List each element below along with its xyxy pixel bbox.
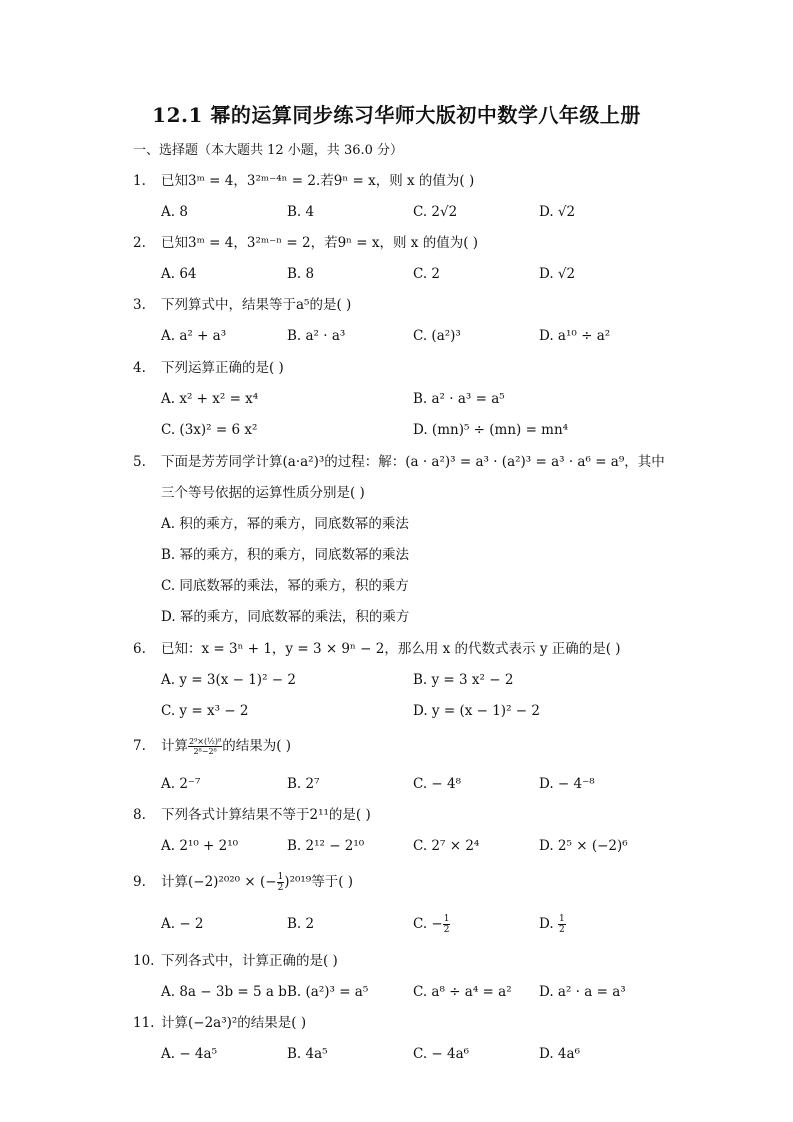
option-b: B. 2: [287, 916, 315, 932]
fraction-denominator: 2: [443, 925, 450, 935]
question-number: 9.: [133, 874, 146, 890]
option-b: B. a² · a³ = a⁵: [413, 391, 505, 407]
fraction-denominator: 2: [558, 925, 565, 935]
question-5: [133, 452, 693, 472]
fraction: [558, 914, 566, 935]
fraction-denominator: 2: [277, 883, 284, 893]
question-9: [133, 872, 693, 893]
question-stem: 下面是芳芳同学计算(a·a²)³的过程：解：(a · a²)³ = a³ · (a²)³ = a³ · a⁶ = a⁹，其中: [161, 454, 665, 470]
option-c: [413, 914, 450, 935]
option-label: C. −: [413, 916, 443, 932]
question-stem: 已知：x = 3ⁿ + 1，y = 3 × 9ⁿ − 2，那么用 x 的代数式表示 y 正确的是( ): [161, 641, 621, 657]
question-8: [133, 805, 693, 825]
question-stem-prefix: 计算(−2)²⁰²⁰ × (−: [161, 874, 277, 890]
fraction-numerator: 1: [443, 914, 450, 924]
fraction-numerator: 1: [558, 914, 565, 924]
option-d: D. − 4⁻⁸: [539, 776, 595, 792]
question-number: 6.: [133, 641, 146, 657]
option-a: A. 积的乘方，幂的乘方，同底数幂的乘法: [161, 516, 409, 532]
question-number: 2.: [133, 235, 146, 251]
option-a: A. 64: [161, 266, 197, 282]
option-label: D.: [539, 916, 558, 932]
question-number: 10.: [133, 953, 155, 969]
option-c: C. (3x)² = 6 x²: [161, 422, 258, 438]
question-number: 1.: [133, 173, 146, 189]
option-b: B. 2⁷: [287, 776, 320, 792]
question-number: 8.: [133, 807, 146, 823]
option-a: A. − 4a⁵: [161, 1046, 217, 1062]
option-c: C. (a²)³: [413, 328, 461, 344]
fraction-numerator: 2⁹×(½)⁸: [189, 737, 222, 746]
question-number: 11.: [133, 1015, 155, 1031]
option-d: [539, 914, 566, 935]
option-d: D. (mn)⁵ ÷ (mn) = mn⁴: [413, 422, 569, 438]
question-1: [133, 171, 693, 191]
question-stem: 下列算式中，结果等于a⁵的是( ): [161, 297, 352, 313]
option-c: C. y = x³ − 2: [161, 703, 249, 719]
option-d: D. y = (x − 1)² − 2: [413, 703, 540, 719]
option-c: C. − 4a⁶: [413, 1046, 470, 1062]
question-stem-suffix: 的结果为( ): [222, 738, 292, 754]
section-heading: 一、选择题（本大题共 12 小题，共 36.0 分）: [133, 143, 404, 158]
question-stem-continued: 三个等号依据的运算性质分别是( ): [161, 485, 365, 501]
option-c: C. a⁸ ÷ a⁴ = a²: [413, 984, 512, 1000]
option-a: A. a² + a³: [161, 328, 227, 344]
option-a: A. 2⁻⁷: [161, 776, 201, 792]
option-a: A. 8: [161, 204, 188, 220]
question-6: [133, 639, 693, 659]
option-a: A. 2¹⁰ + 2¹⁰: [161, 838, 239, 854]
question-stem: 下列各式中，计算正确的是( ): [161, 953, 338, 969]
option-b: B. 2¹² − 2¹⁰: [287, 838, 365, 854]
question-10: [133, 951, 693, 971]
option-c: C. 同底数幂的乘法，幂的乘方，积的乘方: [161, 578, 409, 594]
fraction-denominator: 2⁸−2⁸: [193, 747, 217, 756]
fraction: [443, 914, 451, 935]
question-stem-prefix: 计算: [161, 738, 188, 754]
question-number: 7.: [133, 738, 146, 754]
option-b: B. 幂的乘方，积的乘方，同底数幂的乘法: [161, 547, 410, 563]
question-stem-suffix: )²⁰¹⁹等于( ): [284, 874, 354, 890]
fraction-numerator: 1: [277, 872, 284, 882]
option-d: D. 幂的乘方，同底数幂的乘法，积的乘方: [161, 609, 410, 625]
option-a: A. x² + x² = x⁴: [161, 391, 259, 407]
option-d: D. √2: [539, 266, 576, 282]
option-b: B. y = 3 x² − 2: [413, 672, 514, 688]
option-a: A. y = 3(x − 1)² − 2: [161, 672, 296, 688]
question-3: [133, 295, 693, 315]
question-7: [133, 736, 693, 756]
question-stem: 计算(−2a³)²的结果是( ): [161, 1015, 307, 1031]
option-b: B. a² · a³: [287, 328, 346, 344]
question-number: 3.: [133, 297, 146, 313]
option-d: D. a¹⁰ ÷ a²: [539, 328, 611, 344]
option-a: A. 8a − 3b = 5 a b: [161, 984, 287, 1000]
option-b: B. 4: [287, 204, 315, 220]
question-number: 5.: [133, 454, 146, 470]
option-c: C. 2: [413, 266, 441, 282]
option-b: B. (a²)³ = a⁵: [287, 984, 369, 1000]
question-2: [133, 233, 693, 253]
option-c: C. − 4⁸: [413, 776, 462, 792]
question-stem: 下列运算正确的是( ): [161, 360, 284, 376]
question-stem: 已知3ᵐ = 4，3²ᵐ⁻ⁿ = 2，若9ⁿ = x，则 x 的值为( ): [161, 235, 479, 251]
page-title: 12.1 幂的运算同步练习华师大版初中数学八年级上册: [152, 103, 641, 127]
option-d: D. a² · a = a³: [539, 984, 626, 1000]
option-c: C. 2⁷ × 2⁴: [413, 838, 480, 854]
option-b: B. 4a⁵: [287, 1046, 328, 1062]
option-d: D. √2: [539, 204, 576, 220]
question-stem: 已知3ᵐ = 4，3²ᵐ⁻⁴ⁿ = 2.若9ⁿ = x，则 x 的值为( ): [161, 173, 475, 189]
question-number: 4.: [133, 360, 146, 376]
question-4: [133, 358, 693, 378]
option-d: D. 4a⁶: [539, 1046, 580, 1062]
question-11: [133, 1013, 693, 1033]
option-b: B. 8: [287, 266, 315, 282]
option-a: A. − 2: [161, 916, 204, 932]
question-stem: 下列各式计算结果不等于2¹¹的是( ): [161, 807, 371, 823]
option-c: C. 2√2: [413, 204, 458, 220]
fraction: [188, 737, 222, 756]
option-d: D. 2⁵ × (−2)⁶: [539, 838, 628, 854]
